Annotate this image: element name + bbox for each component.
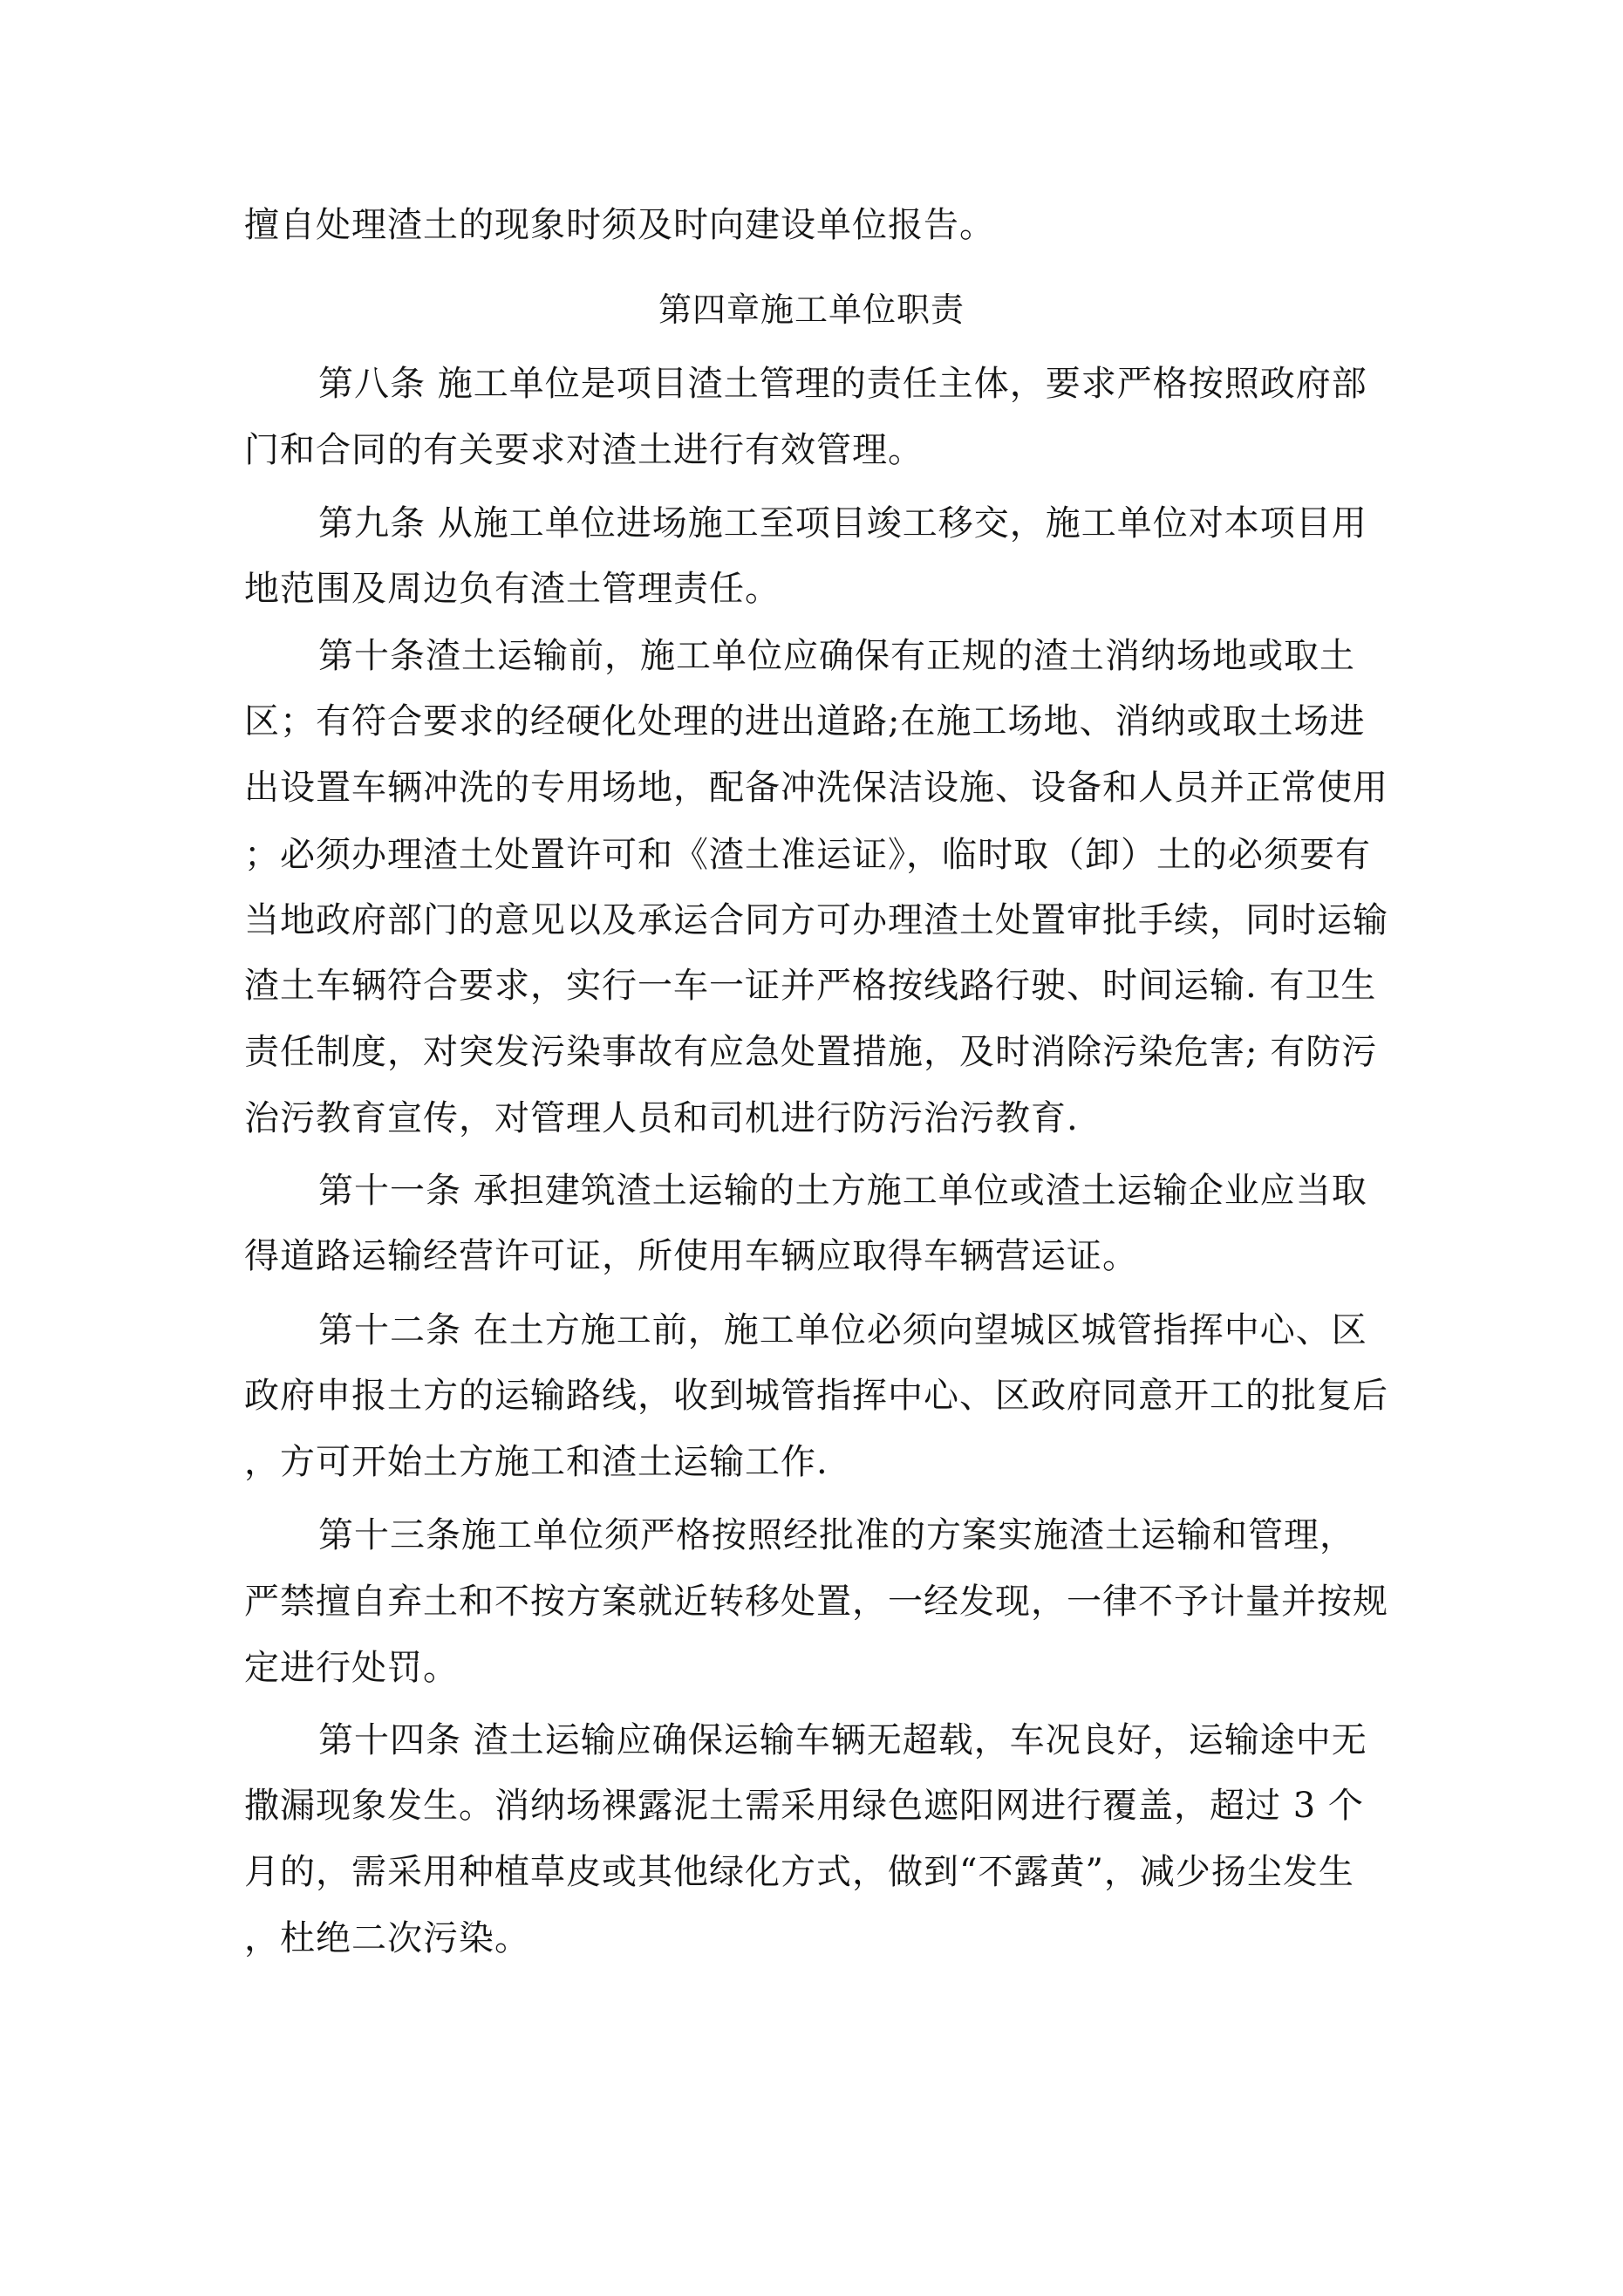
article-12-line-1: 第十二条 在土方施工前，施工单位必须向望城区城管指挥中心、区 <box>318 1310 1367 1350</box>
article-13-line-2: 严禁擅自弃土和不按方案就近转移处置，一经发现，一律不予计量并按规 <box>244 1582 1388 1622</box>
article-8-line-2: 门和合同的有关要求对渣土进行有效管理。 <box>244 430 924 470</box>
article-10-line-8: 治污教育宣传，对管理人员和司机进行防污治污教育. <box>244 1098 1079 1138</box>
article-14-line-4: ，杜绝二次污染。 <box>244 1918 530 1958</box>
article-10-line-2: 区；有符合要求的经硬化处理的进出道路;在施工场地、消纳或取土场进 <box>244 701 1366 741</box>
article-12-line-2: 政府申报土方的运输路线，收到城管指挥中心、区政府同意开工的批复后 <box>244 1376 1388 1416</box>
article-14-line-2: 撒漏现象发生。消纳场裸露泥土需采用绿色遮阳网进行覆盖，超过 3 个 <box>244 1786 1364 1826</box>
article-11-line-2: 得道路运输经营许可证，所使用车辆应取得车辆营运证。 <box>244 1236 1138 1276</box>
article-14-line-3: 月的，需采用种植草皮或其他绿化方式，做到“不露黄”，减少扬尘发生 <box>244 1852 1354 1892</box>
article-9-line-2: 地范围及周边负有渣土管理责任。 <box>244 569 781 609</box>
article-10-line-5: 当地政府部门的意见以及承运合同方可办理渣土处置审批手续，同时运输 <box>244 900 1388 940</box>
article-10-line-6: 渣土车辆符合要求，实行一车一证并严格按线路行驶、时间运输. 有卫生 <box>244 966 1377 1006</box>
paragraph-line: 擅自处理渣土的现象时须及时向建设单位报告。 <box>244 205 995 245</box>
chapter-heading: 第四章施工单位职责 <box>658 290 965 329</box>
article-9-line-1: 第九条 从施工单位进场施工至项目竣工移交，施工单位对本项目用 <box>318 503 1367 543</box>
article-10-line-4: ；必须办理渣土处置许可和《渣土准运证》，临时取（卸）土的必须要有 <box>244 835 1371 875</box>
article-10-line-7: 责任制度，对突发污染事故有应急处置措施，及时消除污染危害; 有防污 <box>244 1032 1378 1072</box>
article-10-line-3: 出设置车辆冲洗的专用场地，配备冲洗保洁设施、设备和人员并正常使用 <box>244 768 1388 808</box>
article-11-line-1: 第十一条 承担建筑渣土运输的土方施工单位或渣土运输企业应当取 <box>318 1171 1367 1211</box>
article-10-line-1: 第十条渣土运输前，施工单位应确保有正规的渣土消纳场地或取土 <box>318 636 1355 676</box>
article-13-line-1: 第十三条施工单位须严格按照经批准的方案实施渣土运输和管理， <box>318 1515 1355 1555</box>
article-12-line-3: ，方可开始土方施工和渣土运输工作. <box>244 1442 829 1482</box>
article-14-line-1: 第十四条 渣土运输应确保运输车辆无超载，车况良好，运输途中无 <box>318 1720 1367 1760</box>
article-13-line-3: 定进行处罚。 <box>244 1648 459 1688</box>
article-8-line-1: 第八条 施工单位是项目渣土管理的责任主体，要求严格按照政府部 <box>318 364 1367 404</box>
